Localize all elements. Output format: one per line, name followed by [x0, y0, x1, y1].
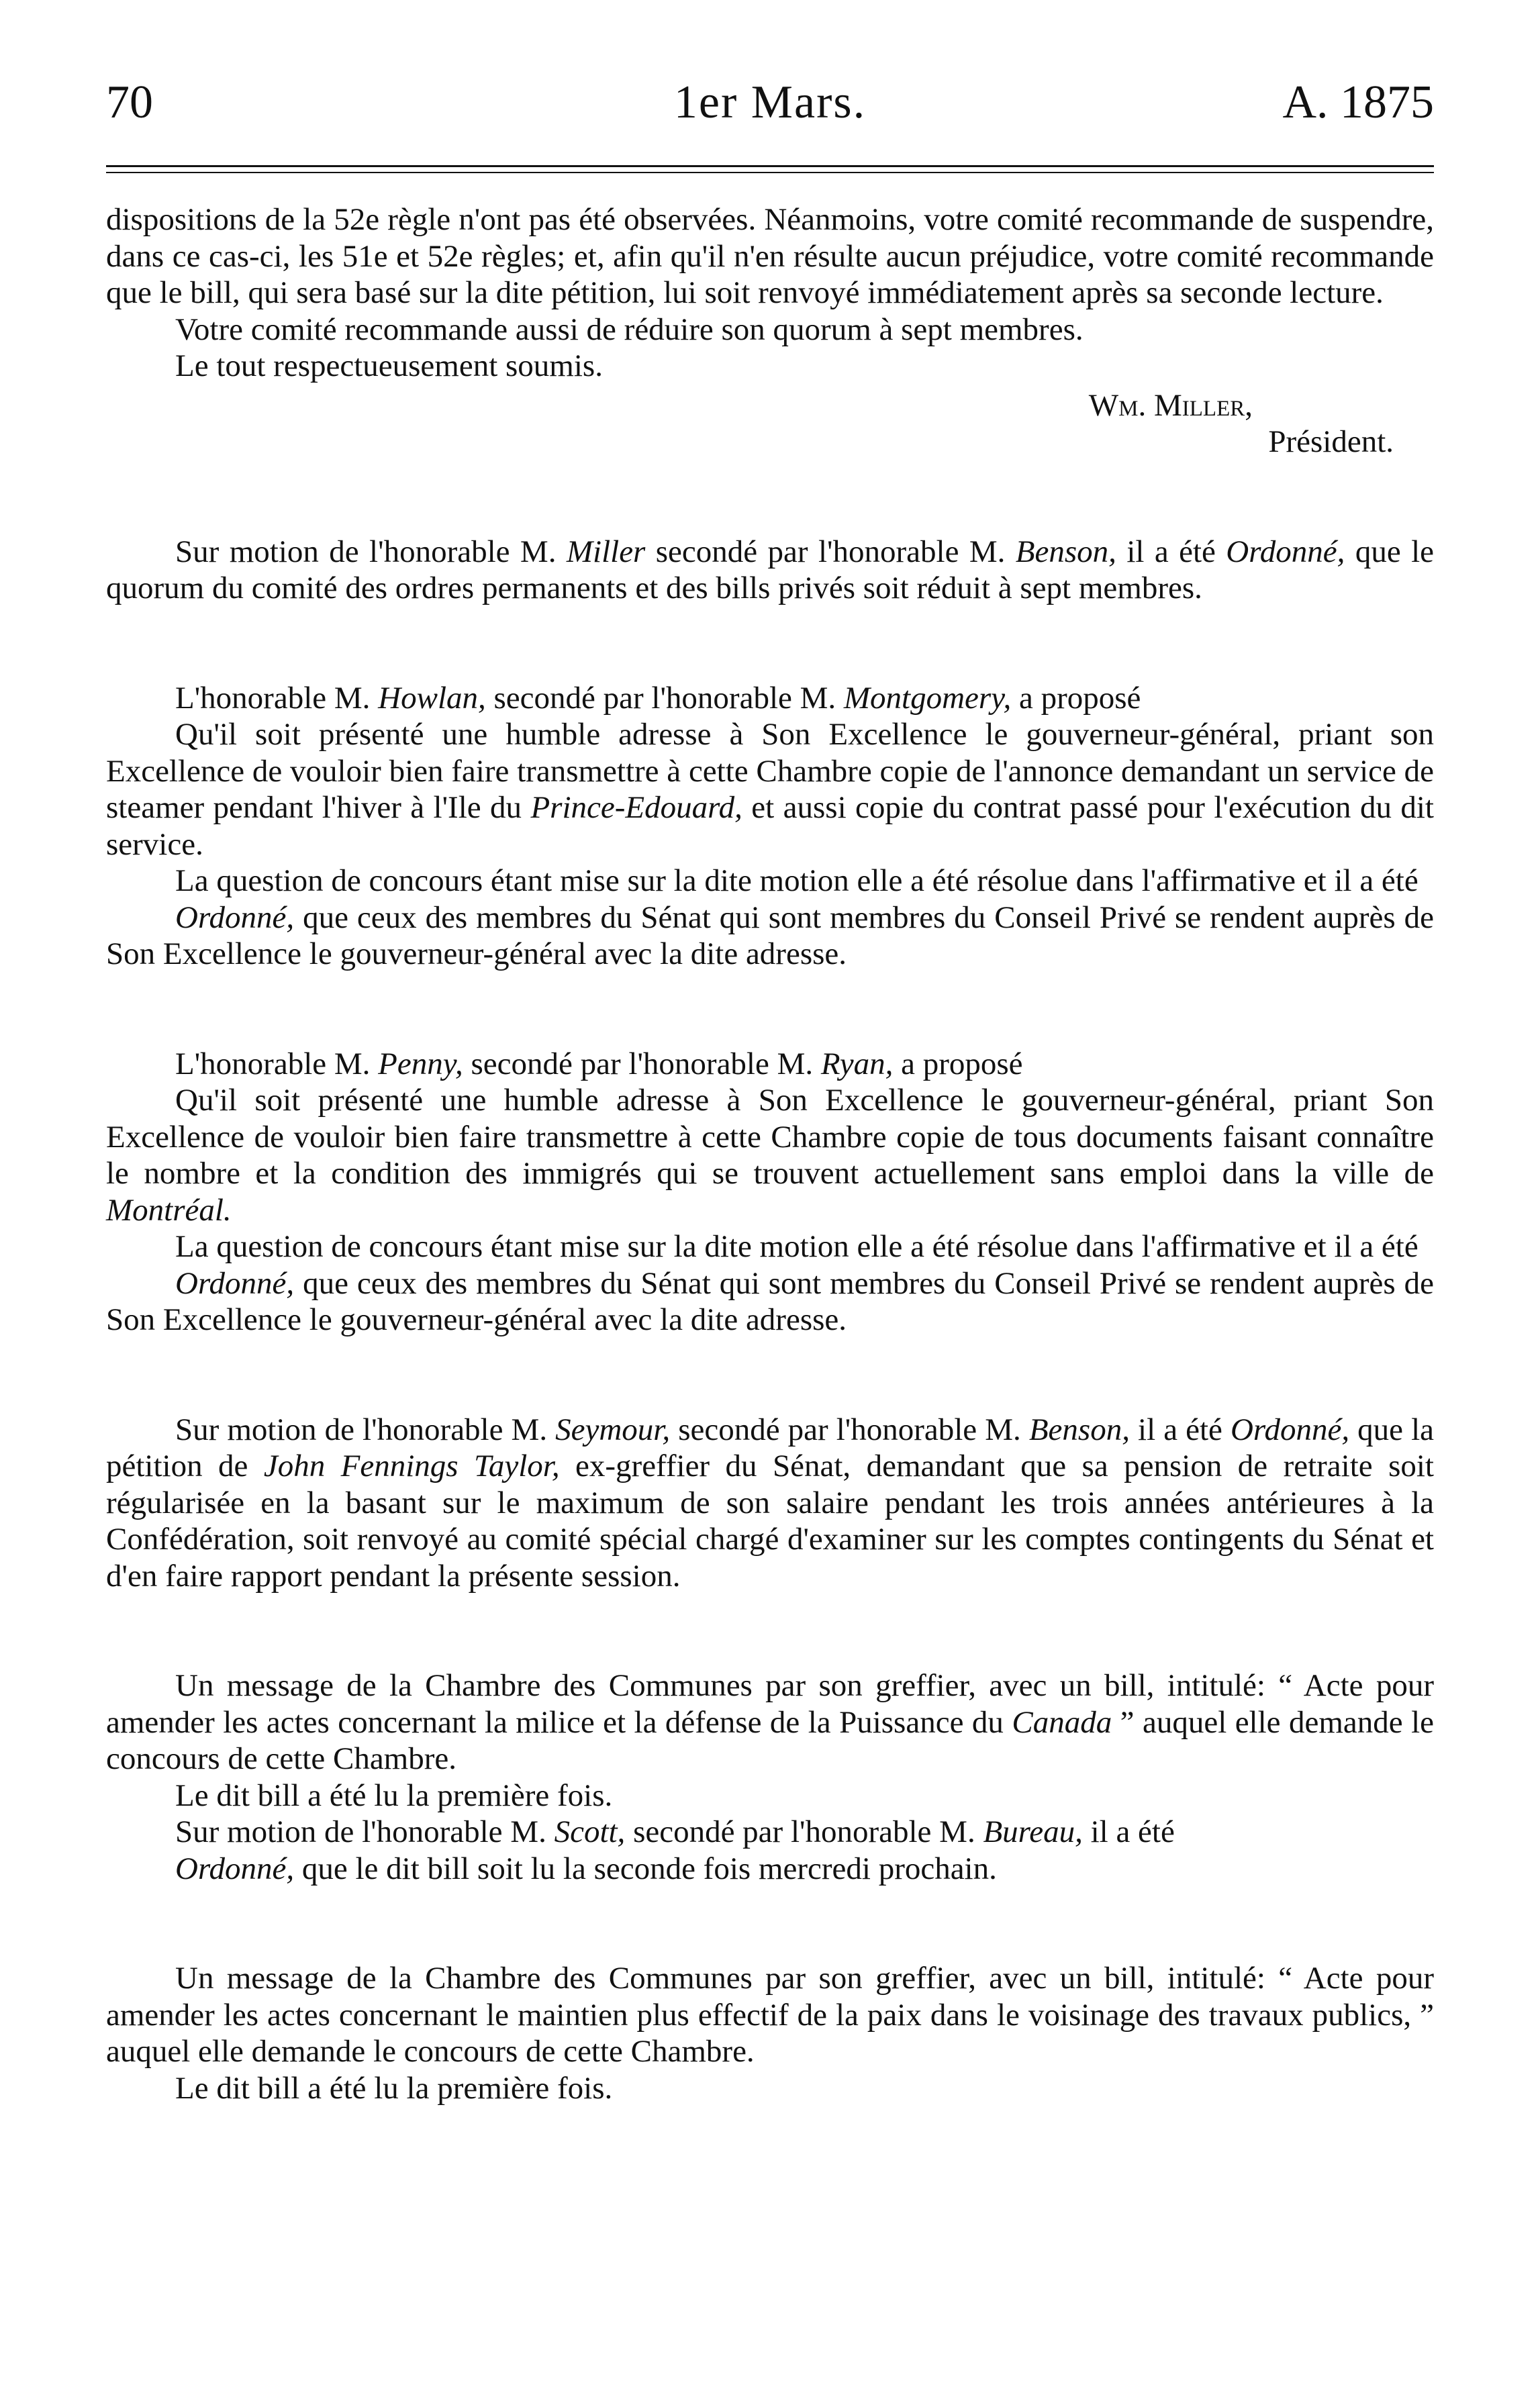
signature-name: Wm. Miller, [1088, 387, 1253, 423]
spacer [106, 607, 1434, 680]
header-rule [106, 165, 1434, 167]
paragraph: Le dit bill a été lu la première fois. [175, 2070, 613, 2106]
paragraph: Votre comité recommande aussi de réduire son quorum à sept membres. [175, 311, 1084, 347]
page-number: 70 [106, 77, 153, 128]
paragraph: Le tout respectueusement soumis. [175, 348, 603, 383]
message-paragraph: Un message de la Chambre des Communes par son greffier, avec un bill, intitulé: “ Acte pour amender les actes concernant le maintien plus effectif de la paix dans le voisinage des travaux publics, ” auquel elle demande le concours de cette Chambre. [106, 1961, 1434, 2069]
paragraph: Sur motion de l'honorable M. Scott, secondé par l'honorable M. Bureau, il a été [175, 1814, 1175, 1849]
paragraph: Ordonné, que ceux des membres du Sénat qui sont membres du Conseil Privé se rendent auprès de Son Excellence le gouverneur-général avec la dite adresse. [106, 899, 1434, 971]
motion-paragraph: L'honorable M. Howlan, secondé par l'honorable M. Montgomery, a proposé [175, 680, 1141, 716]
page-header [106, 72, 1434, 133]
header-rule-thin [106, 172, 1434, 173]
spacer [106, 460, 1434, 534]
running-title: 1er Mars. [673, 77, 867, 128]
paragraph: La question de concours étant mise sur la dite motion elle a été résolue dans l'affirmative et il a été [175, 863, 1418, 898]
spacer [106, 1594, 1434, 1667]
motion-paragraph: Sur motion de l'honorable M. Miller secondé par l'honorable M. Benson, il a été Ordonné, que le quorum du comité des ordres permanents et des bills privés soit réduit à sept membres. [106, 534, 1435, 605]
spacer [106, 1338, 1434, 1412]
paragraph: Qu'il soit présenté une humble adresse à Son Excellence le gouverneur-général, priant son Excellence de vouloir bien faire transmettre à cette Chambre copie de l'annonce demandant un service de steamer pendant l'hiver à l'Ile du Prince-Edouard, et aussi copie du contrat passé pour l'exécution du dit service. [106, 717, 1434, 862]
motion-paragraph: Sur motion de l'honorable M. Seymour, secondé par l'honorable M. Benson, il a été Ordonné, que la pétition de John Fennings Taylor, ex-greffier du Sénat, demandant que sa pension de retraite soit régularisée en la basant sur le maximum de son salaire pendant les trois années antérieures à la Confédération, soit renvoyé au comité spécial chargé d'examiner sur les comptes contingents du Sénat et d'en faire rapport pendant la présente session. [106, 1412, 1434, 1594]
paragraph: La question de concours étant mise sur la dite motion elle a été résolue dans l'affirmative et il a été [175, 1229, 1418, 1264]
motion-paragraph: L'honorable M. Penny, secondé par l'honorable M. Ryan, a proposé [175, 1046, 1023, 1081]
paragraph: dispositions de la 52e règle n'ont pas été observées. Néanmoins, votre comité recommande de suspendre, dans ce cas-ci, les 51e et 52e règles; et, afin qu'il n'en résulte aucun préjudice, votre comité recommande que le bill, qui sera basé sur la dite pétition, lui soit renvoyé immédiatement après sa seconde lecture. [106, 202, 1434, 310]
spacer [106, 973, 1434, 1046]
running-year: A. 1875 [1282, 77, 1434, 128]
paragraph: Qu'il soit présenté une humble adresse à Son Excellence le gouverneur-général, priant Son Excellence de vouloir bien faire transmettre à cette Chambre copie de tous documents faisant connaître le nombre et la condition des immigrés qui se trouvent actuellement sans emploi dans la ville de Montréal. [106, 1083, 1434, 1228]
signature-title: Président. [1268, 424, 1394, 459]
paragraph: Ordonné, que le dit bill soit lu la seconde fois mercredi prochain. [175, 1851, 997, 1886]
paragraph: Ordonné, que ceux des membres du Sénat qui sont membres du Conseil Privé se rendent auprès de Son Excellence le gouverneur-général avec la dite adresse. [106, 1265, 1434, 1337]
paragraph: Le dit bill a été lu la première fois. [175, 1777, 613, 1813]
spacer [106, 1887, 1434, 1960]
page-body [106, 201, 1434, 2106]
message-paragraph: Un message de la Chambre des Communes par son greffier, avec un bill, intitulé: “ Acte pour amender les actes concernant la milice et la défense de la Puissance du Canada ” auquel elle demande le concours de cette Chambre. [106, 1668, 1434, 1776]
